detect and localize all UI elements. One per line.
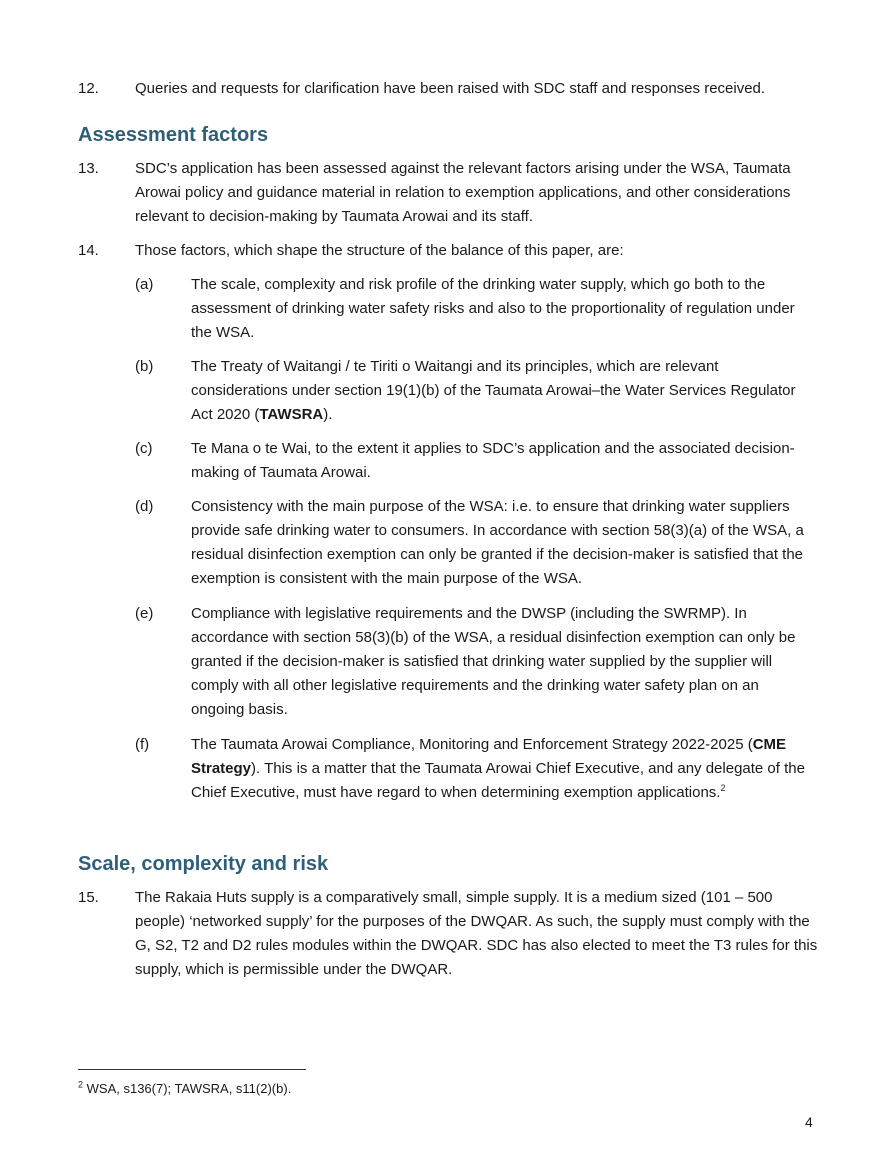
subparagraph-label: (d) <box>135 498 154 515</box>
subparagraph-text: The scale, complexity and risk profile of the drinking water supply, which go both to the assessment of drinking water safety risks and also to the proportionality of regulation under the WSA. <box>191 276 795 341</box>
footnote-text: WSA, s136(7); TAWSRA, s11(2)(b). <box>83 1081 292 1096</box>
subparagraph-a <box>135 273 815 345</box>
footnote-separator <box>78 1069 306 1070</box>
page-number: 4 <box>805 1114 813 1130</box>
paragraph-text: SDC’s application has been assessed against the relevant factors arising under the WSA, Taumata Arowai policy and guidance material in relation to exemption applications, and other considerations relevant to decision-making by Taumata Arowai and its staff. <box>135 160 791 225</box>
subparagraph-label: (f) <box>135 736 150 753</box>
footnote-reference[interactable]: 2 <box>720 783 726 793</box>
section-heading-assessment-factors: Assessment factors <box>78 124 269 146</box>
subparagraph-label: (a) <box>135 276 154 293</box>
subparagraph-e <box>135 602 815 722</box>
subparagraph-d <box>135 495 815 591</box>
paragraph-15 <box>78 886 818 982</box>
paragraph-14 <box>78 239 818 263</box>
subparagraph-b <box>135 355 815 427</box>
section-heading-scale-complexity-risk: Scale, complexity and risk <box>78 853 329 875</box>
paragraph-13 <box>78 157 818 229</box>
subparagraph-text: Consistency with the main purpose of the WSA: i.e. to ensure that drinking water suppliers provide safe drinking water to consumers. In accordance with section 58(3)(a) of the WSA, a residual disinfection exemption can only be granted if the decision-maker is satisfied that the exemption is consistent with the main purpose of the WSA. <box>191 498 804 587</box>
subparagraph-label: (c) <box>135 440 153 457</box>
paragraph-text: Queries and requests for clarification have been raised with SDC staff and responses received. <box>135 80 766 97</box>
defined-term-cme-strategy: CME Strategy <box>191 736 787 777</box>
subparagraph-text: The Taumata Arowai Compliance, Monitoring and Enforcement Strategy 2022-2025 (CME Strategy). This is a matter that the Taumata Arowai Chief Executive, and any delegate of the Chief Executive, must have regard to when determining exemption applications.$^2$ <box>191 736 805 801</box>
defined-term-tawsra: TAWSRA <box>259 406 324 423</box>
footnote-2 <box>78 1080 291 1098</box>
subparagraph-c <box>135 437 815 485</box>
subparagraph-label: (e) <box>135 605 154 622</box>
footnote-number: 2 <box>78 1079 84 1090</box>
subparagraph-text: The Treaty of Waitangi / te Tiriti o Waitangi and its principles, which are relevant considerations under section 19(1)(b) of the Taumata Arowai–the Water Services Regulator Act 2020 (TAWSRA). <box>191 358 796 423</box>
subparagraph-label: (b) <box>135 358 154 375</box>
paragraph-text: The Rakaia Huts supply is a comparatively small, simple supply. It is a medium sized (101 – 500 people) ‘networked supply’ for the purposes of the DWQAR. As such, the supply must comply with the G, S2, T2 and D2 rules modules within the DWQAR. SDC has also elected to meet the T3 rules for this supply, which is permissible under the DWQAR. <box>135 889 818 978</box>
subparagraph-text: Compliance with legislative requirements and the DWSP (including the SWRMP). In accordance with section 58(3)(b) of the WSA, a residual disinfection exemption can only be granted if the decision-maker is satisfied that drinking water supplied by the supplier will comply with all other legislative requirements and the drinking water safety plan on an ongoing basis. <box>191 605 796 718</box>
paragraph-12 <box>78 77 818 101</box>
paragraph-number: 12. <box>78 80 99 97</box>
paragraph-number: 15. <box>78 889 99 906</box>
paragraph-text: Those factors, which shape the structure of the balance of this paper, are: <box>135 242 624 259</box>
paragraph-number: 14. <box>78 242 99 259</box>
subparagraph-text: Te Mana o te Wai, to the extent it applies to SDC’s application and the associated decision-making of Taumata Arowai. <box>191 440 795 481</box>
subparagraph-f <box>135 733 815 805</box>
paragraph-number: 13. <box>78 160 99 177</box>
